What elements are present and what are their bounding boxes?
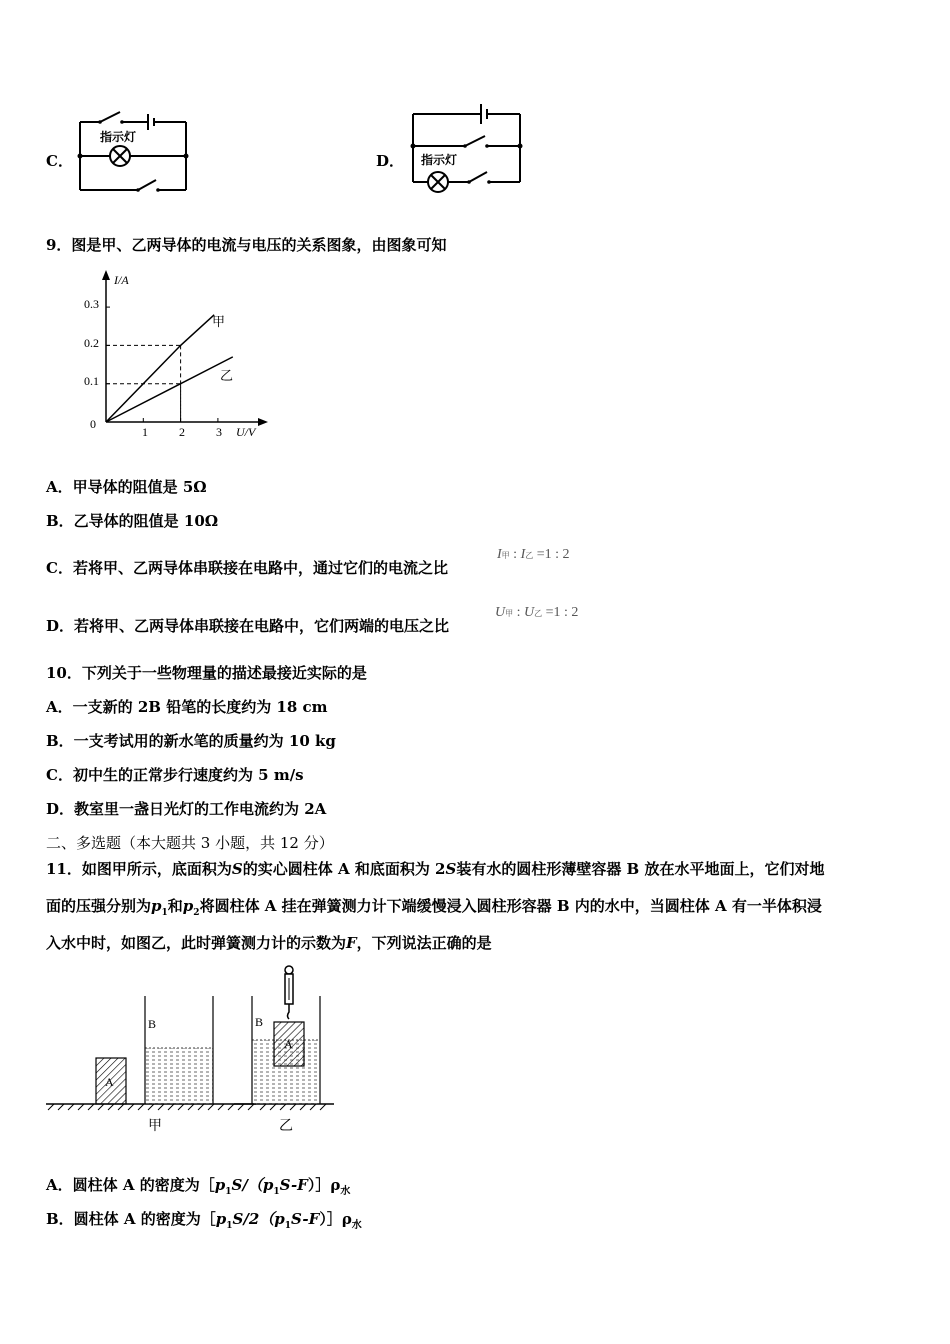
option-d-label: D． (376, 152, 405, 170)
q9-formula-d: U甲 : U乙 =1 : 2 (495, 605, 579, 620)
q11-figure (44, 962, 344, 1138)
lamp-label-c: 指示灯 (100, 130, 137, 144)
q9-option-b: B．乙导体的阻值是 10Ω (46, 512, 219, 530)
origin-label: 0 (90, 417, 96, 431)
option-c-label: C． (46, 152, 73, 170)
circuit-c-diagram (70, 100, 200, 200)
q11-option-a: A．圆柱体 A 的密度为$[p_1S/(p_1S-F)]\rho_水$ (46, 1176, 351, 1197)
figure-label-a: A (105, 1075, 114, 1089)
y-tick-label: 0.3 (84, 297, 99, 311)
lamp-label-d: 指示灯 (421, 153, 458, 167)
y-tick-label: 0.1 (84, 374, 99, 388)
q11-option-b: B．圆柱体 A 的密度为$[p_1S/2(p_1S-F)]\rho_水$ (46, 1210, 362, 1231)
q11-stem-line-1: 11．如图甲所示，底面积为S的实心圆柱体 A 和底面积为 2S装有水的圆柱形薄壁容器 B 放在水平地面上，它们对地 (46, 860, 825, 878)
q10-stem: 10．下列关于一些物理量的描述最接近实际的是 (46, 664, 367, 682)
x-axis-arrow-icon (258, 418, 268, 426)
series-label-yi: 乙 (220, 368, 234, 383)
figure-caption-yi: 乙 (279, 1119, 293, 1134)
x-tick-label: 1 (142, 425, 148, 439)
series-label-jia: 甲 (212, 314, 226, 329)
q10-option-b: B．一支考试用的新水笔的质量约为 10 kg (46, 732, 336, 750)
q9-option-a: A．甲导体的阻值是 5Ω (46, 478, 207, 496)
x-axis-label: U/V (236, 425, 256, 439)
series-line-jia (106, 315, 214, 422)
y-axis-arrow-icon (102, 270, 110, 280)
x-tick-label: 2 (179, 425, 185, 439)
figure-label-b-yi: B (255, 1015, 264, 1029)
section-heading: 二、多选题（本大题共 3 小题，共 12 分） (46, 834, 334, 852)
figure-label-b: B (148, 1017, 157, 1031)
q9-iv-graph (80, 268, 270, 440)
y-tick-label: 0.2 (84, 336, 99, 350)
q9-option-d: D．若将甲、乙两导体串联接在电路中，它们两端的电压之比 (46, 617, 450, 635)
q9-option-c: C．若将甲、乙两导体串联接在电路中，通过它们的电流之比 (46, 559, 448, 577)
q9-formula-c: I甲 : I乙 =1 : 2 (497, 547, 570, 562)
q10-option-d: D．教室里一盏日光灯的工作电流约为 2A (46, 800, 327, 818)
q9-stem: 9．图是甲、乙两导体的电流与电压的关系图象，由图象可知 (46, 236, 447, 254)
figure-label-a-yi: A (284, 1037, 293, 1051)
x-tick-label: 3 (216, 425, 222, 439)
figure-caption-jia: 甲 (148, 1119, 162, 1134)
q11-stem-line-3: 入水中时，如图乙，此时弹簧测力计的示数为F，下列说法正确的是 (46, 934, 492, 952)
y-axis-label: I/A (114, 273, 129, 287)
q10-option-c: C．初中生的正常步行速度约为 5 m/s (46, 766, 304, 784)
series-line-yi (106, 357, 233, 422)
circuit-d-diagram (403, 96, 533, 196)
q10-option-a: A．一支新的 2B 铅笔的长度约为 18 cm (46, 698, 328, 716)
q11-stem-line-2: 面的压强分别为$p_1$和$p_2$将圆柱体 A 挂在弹簧测力计下端缓慢浸入圆柱形容器 B 内的水中，当圆柱体 A 有一半体积浸 (46, 897, 822, 918)
